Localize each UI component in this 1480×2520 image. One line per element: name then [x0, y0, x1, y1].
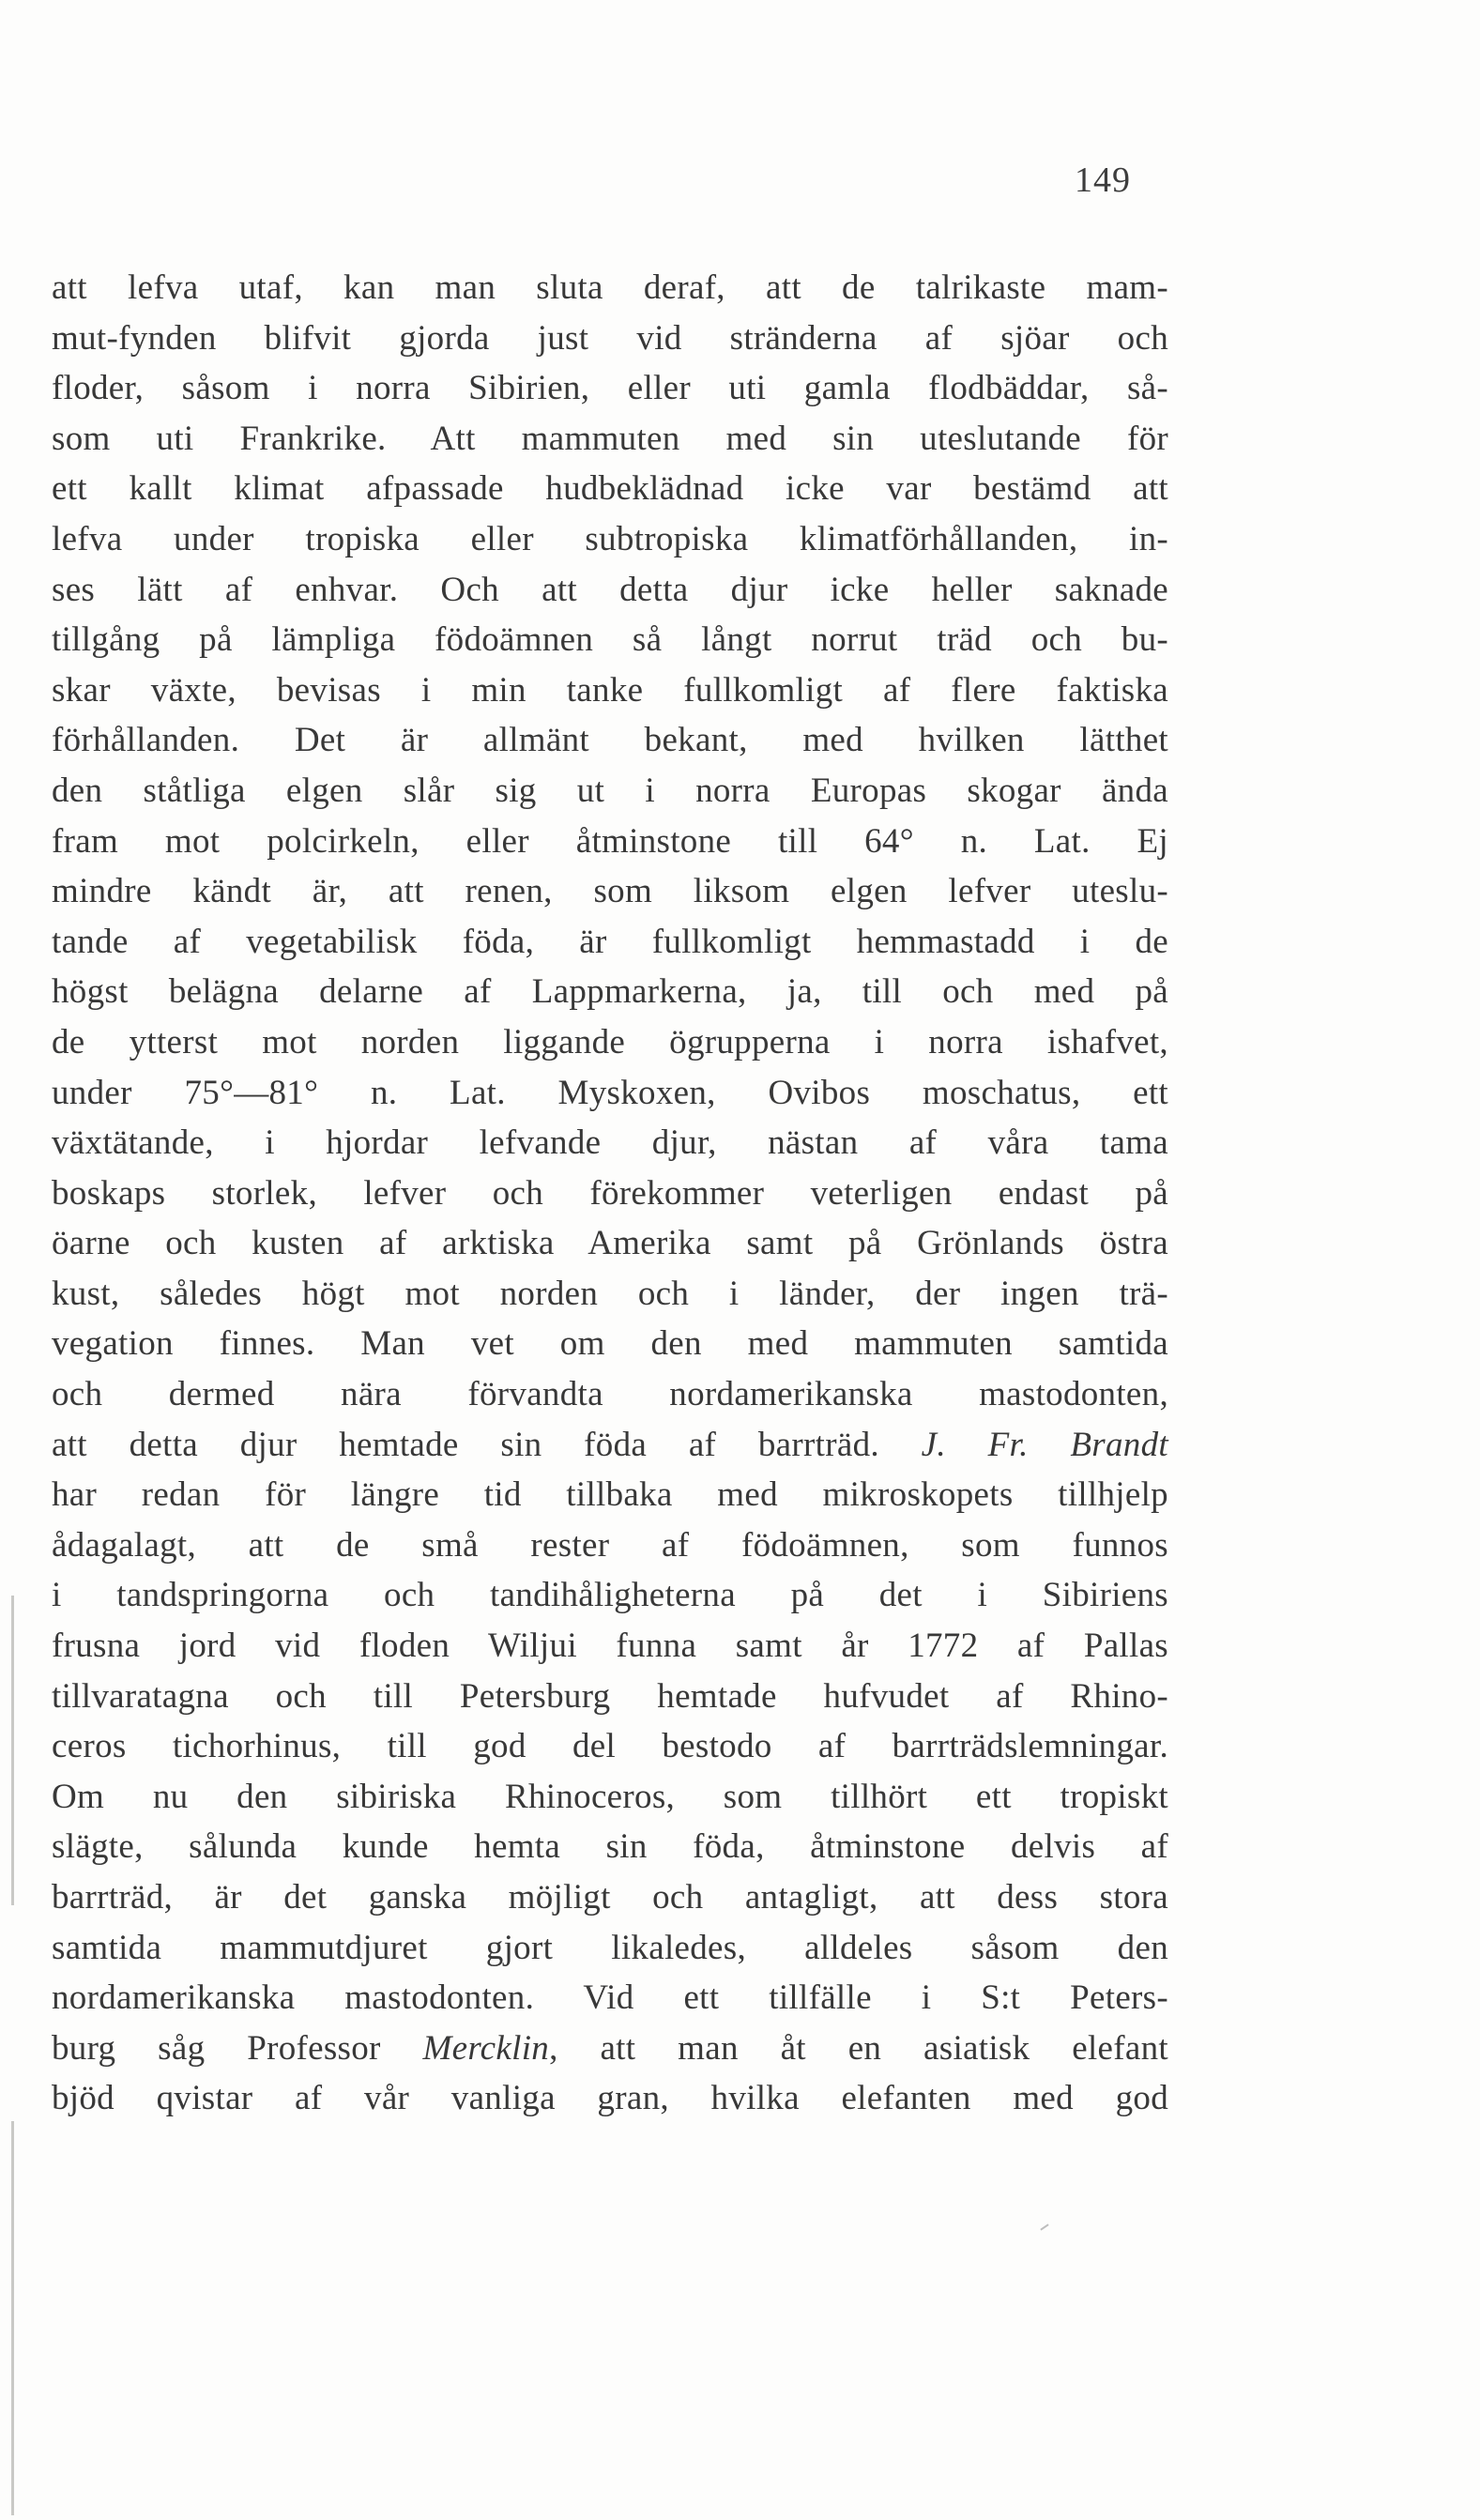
- text-line: och dermed nära förvandta nordamerikanska mastodonten,: [52, 1375, 1168, 1414]
- text-line: den ståtliga elgen slår sig ut i norra Europas skogar ända: [52, 771, 1168, 810]
- text-line: i tandspringorna och tandihåligheterna på det i Sibiriens: [52, 1576, 1168, 1615]
- text-line: ett kallt klimat afpassade hudbeklädnad icke var bestämd att: [52, 469, 1168, 509]
- text-line: [52, 1420, 1168, 1471]
- text-line: floder, såsom i norra Sibirien, eller uti gamla flodbäddar, så-: [52, 369, 1168, 408]
- author-name-mercklin: Mercklin: [422, 2028, 550, 2068]
- text-line: nordamerikanska mastodonten. Vid ett tillfälle i S:t Peters-: [52, 1978, 1168, 2018]
- text-line: att lefva utaf, kan man sluta deraf, att de talrikaste mam-: [52, 268, 1168, 307]
- text-line: fram mot polcirkeln, eller åtminstone till 64° n. Lat. Ej: [52, 821, 1168, 861]
- text-line: frusna jord vid floden Wiljui funna samt år 1772 af Pallas: [52, 1627, 1168, 1666]
- text-line: kust, således högt mot norden och i länder, der ingen trä-: [52, 1274, 1168, 1313]
- text-line: de ytterst mot norden liggande ögrupperna i norra ishafvet,: [52, 1022, 1168, 1061]
- text-line: ses lätt af enhvar. Och att detta djur icke heller saknade: [52, 570, 1168, 609]
- text-line: högst belägna delarne af Lappmarkerna, ja, till och med på: [52, 972, 1168, 1012]
- text-line: ådagalagt, att de små rester af födoämnen, som funnos: [52, 1525, 1168, 1565]
- text-line: har redan för längre tid tillbaka med mikroskopets tillhjelp: [52, 1475, 1168, 1515]
- text-line: slägte, sålunda kunde hemta sin föda, åtminstone delvis af: [52, 1827, 1168, 1867]
- text-line: tande af vegetabilisk föda, är fullkomligt hemmastadd i de: [52, 922, 1168, 961]
- text-line: boskaps storlek, lefver och förekommer veterligen endast på: [52, 1173, 1168, 1213]
- page-number: 149: [1075, 160, 1131, 200]
- text-segment: att detta djur hemtade sin föda af barrträd.: [52, 1425, 879, 1464]
- text-line: ceros tichorhinus, till god del bestodo af barrträdslemningar.: [52, 1727, 1168, 1766]
- text-segment: , att man åt en asiatisk elefant: [549, 2028, 1168, 2068]
- text-line: växtätande, i hjordar lefvande djur, nästan af våra tama: [52, 1123, 1168, 1163]
- text-line: Om nu den sibiriska Rhinoceros, som tillhört ett tropiskt: [52, 1777, 1168, 1816]
- text-line: som uti Frankrike. Att mammuten med sin uteslutande för: [52, 419, 1168, 458]
- text-line: vegation finnes. Man vet om den med mammuten samtida: [52, 1324, 1168, 1364]
- text-line: tillvaratagna och till Petersburg hemtade hufvudet af Rhino-: [52, 1676, 1168, 1716]
- text-line: samtida mammutdjuret gjort likaledes, alldeles såsom den: [52, 1928, 1168, 1967]
- text-line: förhållanden. Det är allmänt bekant, med hvilken lätthet: [52, 721, 1168, 760]
- text-line: tillgång på lämpliga födoämnen så långt norrut träd och bu-: [52, 620, 1168, 660]
- text-line: lefva under tropiska eller subtropiska klimatförhållanden, in-: [52, 519, 1168, 558]
- author-name-brandt: J. Fr. Brandt: [921, 1425, 1168, 1464]
- scan-edge-shadow: [11, 1596, 14, 1905]
- text-line: bjöd qvistar af vår vanliga gran, hvilka elefanten med god: [52, 2079, 1168, 2118]
- text-line: skar växte, bevisas i min tanke fullkomligt af flere faktiska: [52, 670, 1168, 710]
- body-text: [52, 263, 1168, 2124]
- scan-edge-shadow: [11, 2121, 14, 2515]
- text-line: [52, 2024, 1168, 2074]
- text-line: mut-fynden blifvit gjorda just vid stränderna af sjöar och: [52, 318, 1168, 358]
- text-line: barrträd, är det ganska möjligt och antagligt, att dess stora: [52, 1878, 1168, 1917]
- text-line: under 75°—81° n. Lat. Myskoxen, Ovibos moschatus, ett: [52, 1073, 1168, 1112]
- scan-speck: [1040, 2223, 1048, 2230]
- text-line: mindre kändt är, att renen, som liksom elgen lefver uteslu-: [52, 872, 1168, 911]
- text-segment: burg såg Professor: [52, 2028, 381, 2068]
- text-line: öarne och kusten af arktiska Amerika samt på Grönlands östra: [52, 1224, 1168, 1263]
